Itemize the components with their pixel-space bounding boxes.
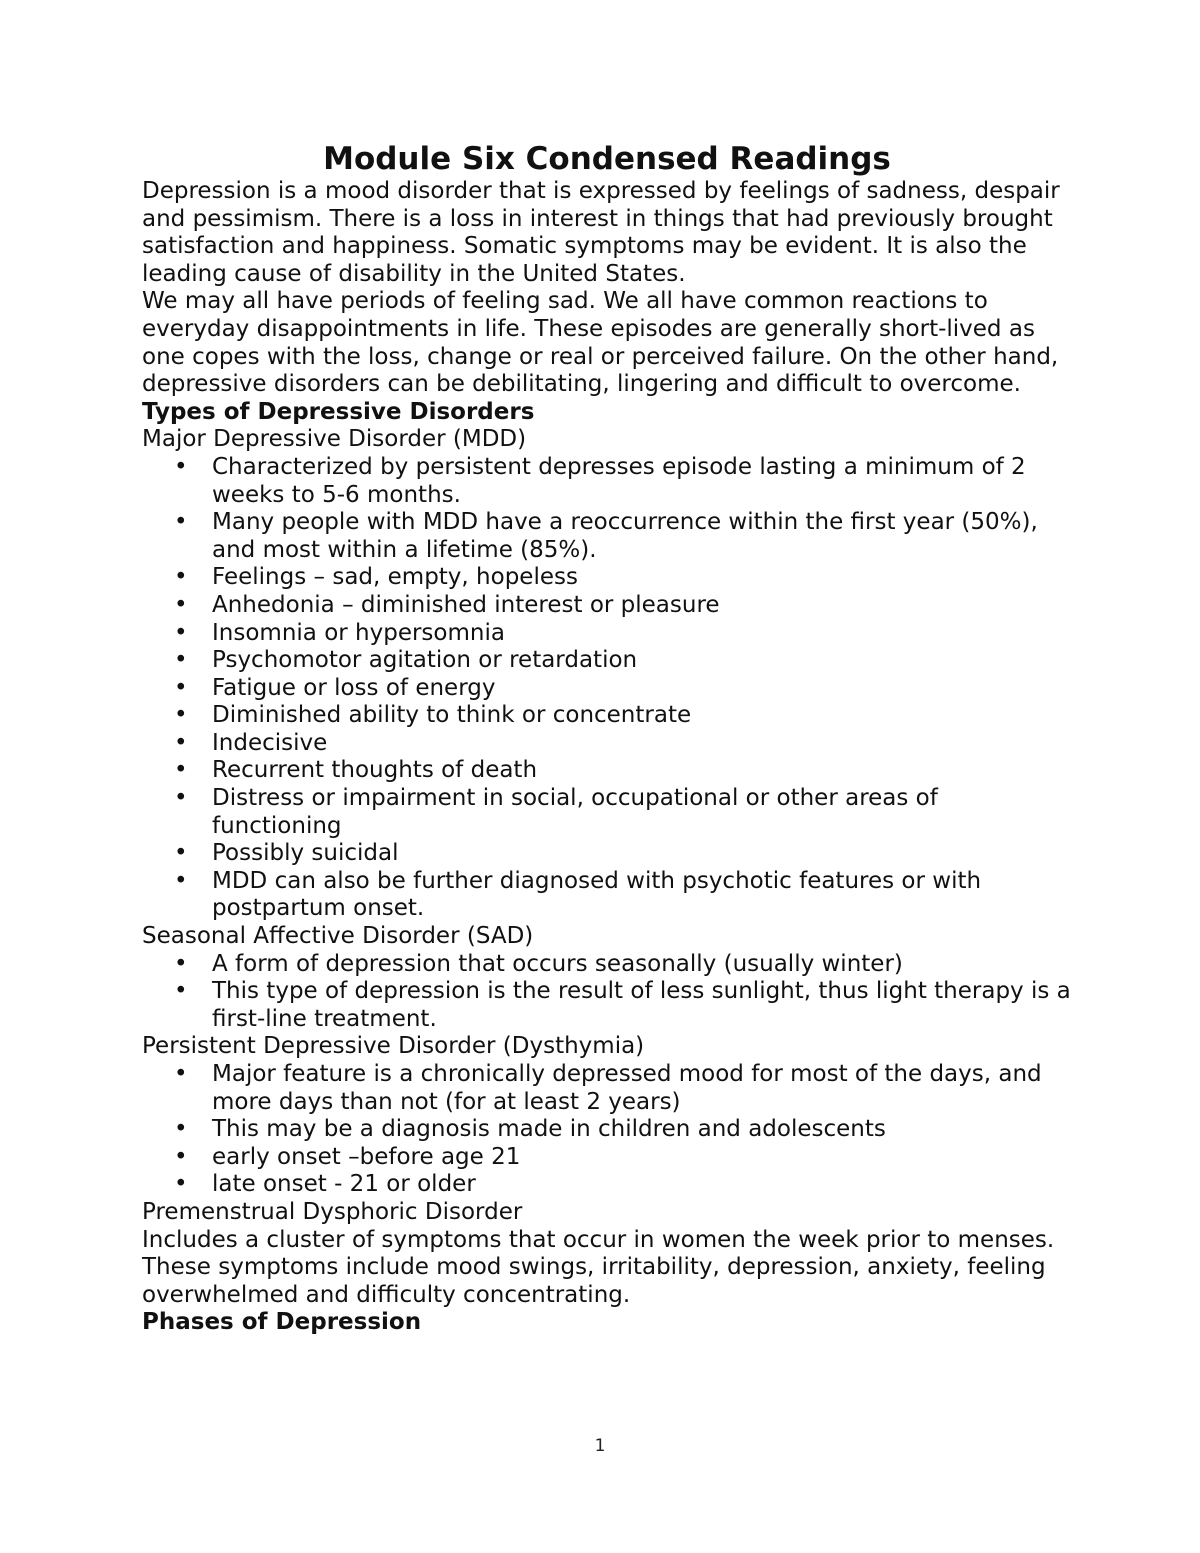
bullet-icon: • (174, 619, 188, 646)
pmdd-paragraph: Includes a cluster of symptoms that occur in women the week prior to menses. These symptoms include mood swings, irritability, depression, anxiety, feeling overwhelmed and difficulty concentrating. (142, 1226, 1055, 1308)
list-item: • Distress or impairment in social, occupational or other areas of functioning (174, 785, 938, 839)
bullet-icon: • (174, 564, 188, 591)
bullet-icon: • (174, 453, 188, 480)
pdd-list (142, 1061, 1072, 1199)
bullet-icon: • (174, 674, 188, 701)
list-item: • Indecisive (174, 729, 328, 756)
list-item: • Characterized by persistent depresses episode lasting a minimum of 2 weeks to 5-6 months. (174, 453, 1026, 508)
bullet-icon: • (174, 1143, 188, 1170)
list-item: • Fatigue or loss of energy (174, 674, 496, 701)
list-item: • A form of depression that occurs seasonally (usually winter) (174, 950, 903, 977)
bullet-icon: • (174, 840, 188, 867)
page-content (142, 140, 1072, 1337)
list-item: • Major feature is a chronically depressed mood for most of the days, and more days than not (for at least 2 years) (174, 1061, 1042, 1115)
list-item: • Anhedonia – diminished interest or pleasure (174, 591, 720, 618)
list-item: • Many people with MDD have a reoccurrence within the first year (50%), and most within a lifetime (85%). (174, 509, 1038, 563)
intro-paragraph-1: Depression is a mood disorder that is expressed by feelings of sadness, despair and pessimism. There is a loss in interest in things that had previously brought satisfaction and happiness. Somatic symptoms may be evident. It is also the leading cause of disability in the United States. (142, 178, 1060, 287)
intro-paragraph-2: We may all have periods of feeling sad. We all have common reactions to everyday disappointments in life. These episodes are generally short-lived as one copes with the loss, change or real or perceived failure. On the other hand, depressive disorders can be debilitating, lingering and difficult to overcome. (142, 288, 1059, 398)
bullet-icon: • (174, 867, 188, 894)
list-item: • Psychomotor agitation or retardation (174, 647, 638, 674)
list-item: • This type of depression is the result of less sunlight, thus light therapy is a first-line treatment. (174, 978, 1071, 1032)
bullet-icon: • (174, 591, 188, 618)
types-heading: Types of Depressive Disorders (142, 398, 535, 425)
bullet-icon: • (174, 757, 188, 784)
page-number: 1 (594, 1436, 606, 1456)
list-item: • Feelings – sad, empty, hopeless (174, 564, 578, 591)
mdd-heading: Major Depressive Disorder (MDD) (142, 426, 527, 453)
sad-list (142, 951, 1072, 1034)
bullet-icon: • (174, 647, 188, 674)
phases-heading: Phases of Depression (142, 1309, 422, 1336)
list-item: • late onset - 21 or older (174, 1171, 476, 1198)
list-item: • MDD can also be further diagnosed with psychotic features or with postpartum onset. (174, 867, 982, 922)
bullet-icon: • (174, 785, 188, 812)
mdd-list (142, 454, 1072, 923)
list-item: • Recurrent thoughts of death (174, 757, 538, 784)
list-item: • This may be a diagnosis made in children and adolescents (174, 1116, 886, 1143)
bullet-icon: • (174, 978, 188, 1005)
list-item: • Possibly suicidal (174, 840, 399, 867)
pdd-heading: Persistent Depressive Disorder (Dysthymia) (142, 1033, 645, 1060)
pmdd-heading: Premenstrual Dysphoric Disorder (142, 1198, 523, 1225)
bullet-icon: • (174, 729, 188, 756)
document-title: Module Six Condensed Readings (323, 141, 891, 177)
bullet-icon: • (174, 1061, 188, 1087)
bullet-icon: • (174, 509, 188, 536)
list-item: • Diminished ability to think or concentrate (174, 702, 692, 729)
list-item: • early onset –before age 21 (174, 1143, 521, 1170)
bullet-icon: • (174, 1116, 188, 1143)
list-item: • Insomnia or hypersomnia (174, 619, 505, 646)
bullet-icon: • (174, 950, 188, 977)
sad-heading: Seasonal Affective Disorder (SAD) (142, 923, 534, 950)
bullet-icon: • (174, 702, 188, 729)
bullet-icon: • (174, 1171, 188, 1198)
